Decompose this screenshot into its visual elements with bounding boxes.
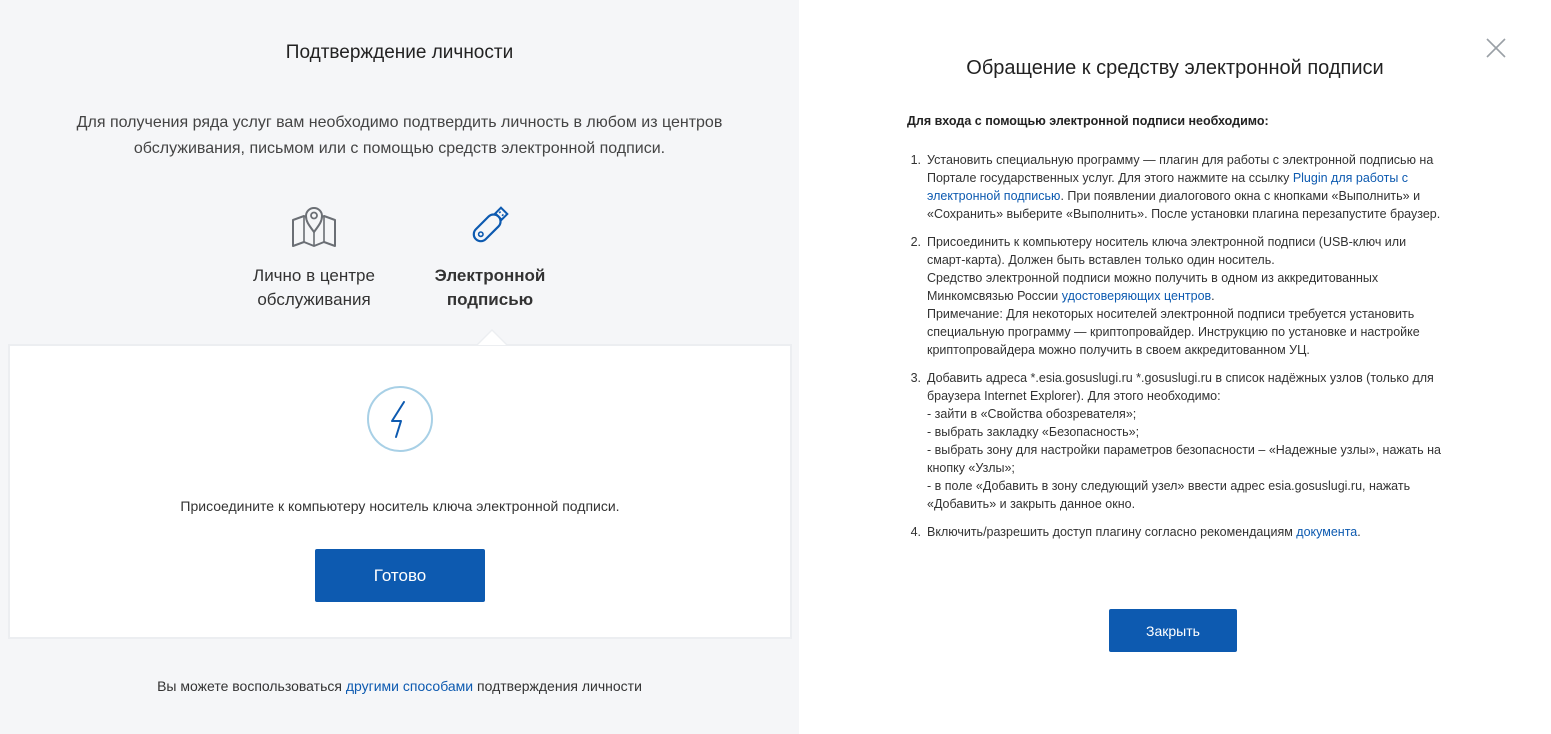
list-item: 3. Добавить адреса *.esia.gosuslugi.ru *.gosuslugi.ru в список надёжных узлов (только для браузера Internet Explorer). Для этого необходимо: - зайти в «Свойства обозревателя»; - выбрать закладку «Безопасность»; - выбрать зону для настройки параметров безопасности – «Надежные узлы», нажать на кнопку «Узлы»; - в поле «Добавить в зону следующий узел» ввести адрес esia.gosuslugi.ru, нажать «Добавить» и закрыть данное окно. <box>910 371 1442 511</box>
card-pointer <box>478 331 506 345</box>
steps-list <box>907 151 1447 551</box>
list-item: 4. Включить/разрешить доступ плагину согласно рекомендациям документа. <box>910 525 1361 539</box>
map-pin-icon <box>290 200 338 250</box>
close-icon[interactable] <box>1485 37 1507 59</box>
method-label: Лично в центре обслуживания <box>253 266 375 309</box>
list-item: 2. Присоединить к компьютеру носитель ключа электронной подписи (USB-ключ или смарт-карта). Должен быть вставлен только один носитель. Средство электронной подписи можно получить в одном из аккредитованных Минкомсвязью России удостоверяющих центров. Примечание: Для некоторых носителей электронной подписи требуется установить специальную программу — криптопровайдер. Инструкцию по установке и настройке криптопровайдера можно получить в своем аккредитованном УЦ. <box>910 235 1420 357</box>
lightning-icon <box>367 386 433 452</box>
method-e-signature[interactable] <box>410 200 570 312</box>
ready-button[interactable]: Готово <box>315 549 485 602</box>
method-label: Электронной подписью <box>434 266 546 309</box>
card-instruction-text: Присоедините к компьютеру носитель ключа электронной подписи. <box>180 498 620 514</box>
close-button[interactable]: Закрыть <box>1109 609 1237 652</box>
instruction-card <box>8 344 792 639</box>
page-description: Для получения ряда услуг вам необходимо подтвердить личность в любом из центров обслуживания, письмом или с помощью средств электронной подписи. <box>76 114 723 157</box>
dialog-title: Обращение к средству электронной подписи <box>966 57 1384 79</box>
other-methods-footer: Вы можете воспользоваться другими способами подтверждения личности <box>157 678 642 694</box>
other-methods-link[interactable]: другими способами <box>345 678 474 694</box>
method-service-center[interactable] <box>234 200 394 312</box>
page-title: Подтверждение личности <box>285 42 514 63</box>
list-item: 1. Установить специальную программу — плагин для работы с электронной подписью на Портале государственных услуг. Для этого нажмите на ссылку Plugin для работы с электронной подписью. При появлении диалогового окна с кнопками «Выполнить» и «Сохранить» выберите «Выполнить». После установки плагина перезапустите браузер. <box>910 153 1441 221</box>
document-link[interactable]: документа <box>1296 525 1358 539</box>
dialog-intro: Для входа с помощью электронной подписи необходимо: <box>907 114 1269 128</box>
usb-key-icon <box>465 200 515 250</box>
certification-centers-link[interactable]: удостоверяющих центров <box>1061 289 1212 303</box>
plugin-link[interactable]: Plugin для работы с электронной подписью <box>927 171 1409 203</box>
e-signature-dialog <box>799 0 1551 734</box>
